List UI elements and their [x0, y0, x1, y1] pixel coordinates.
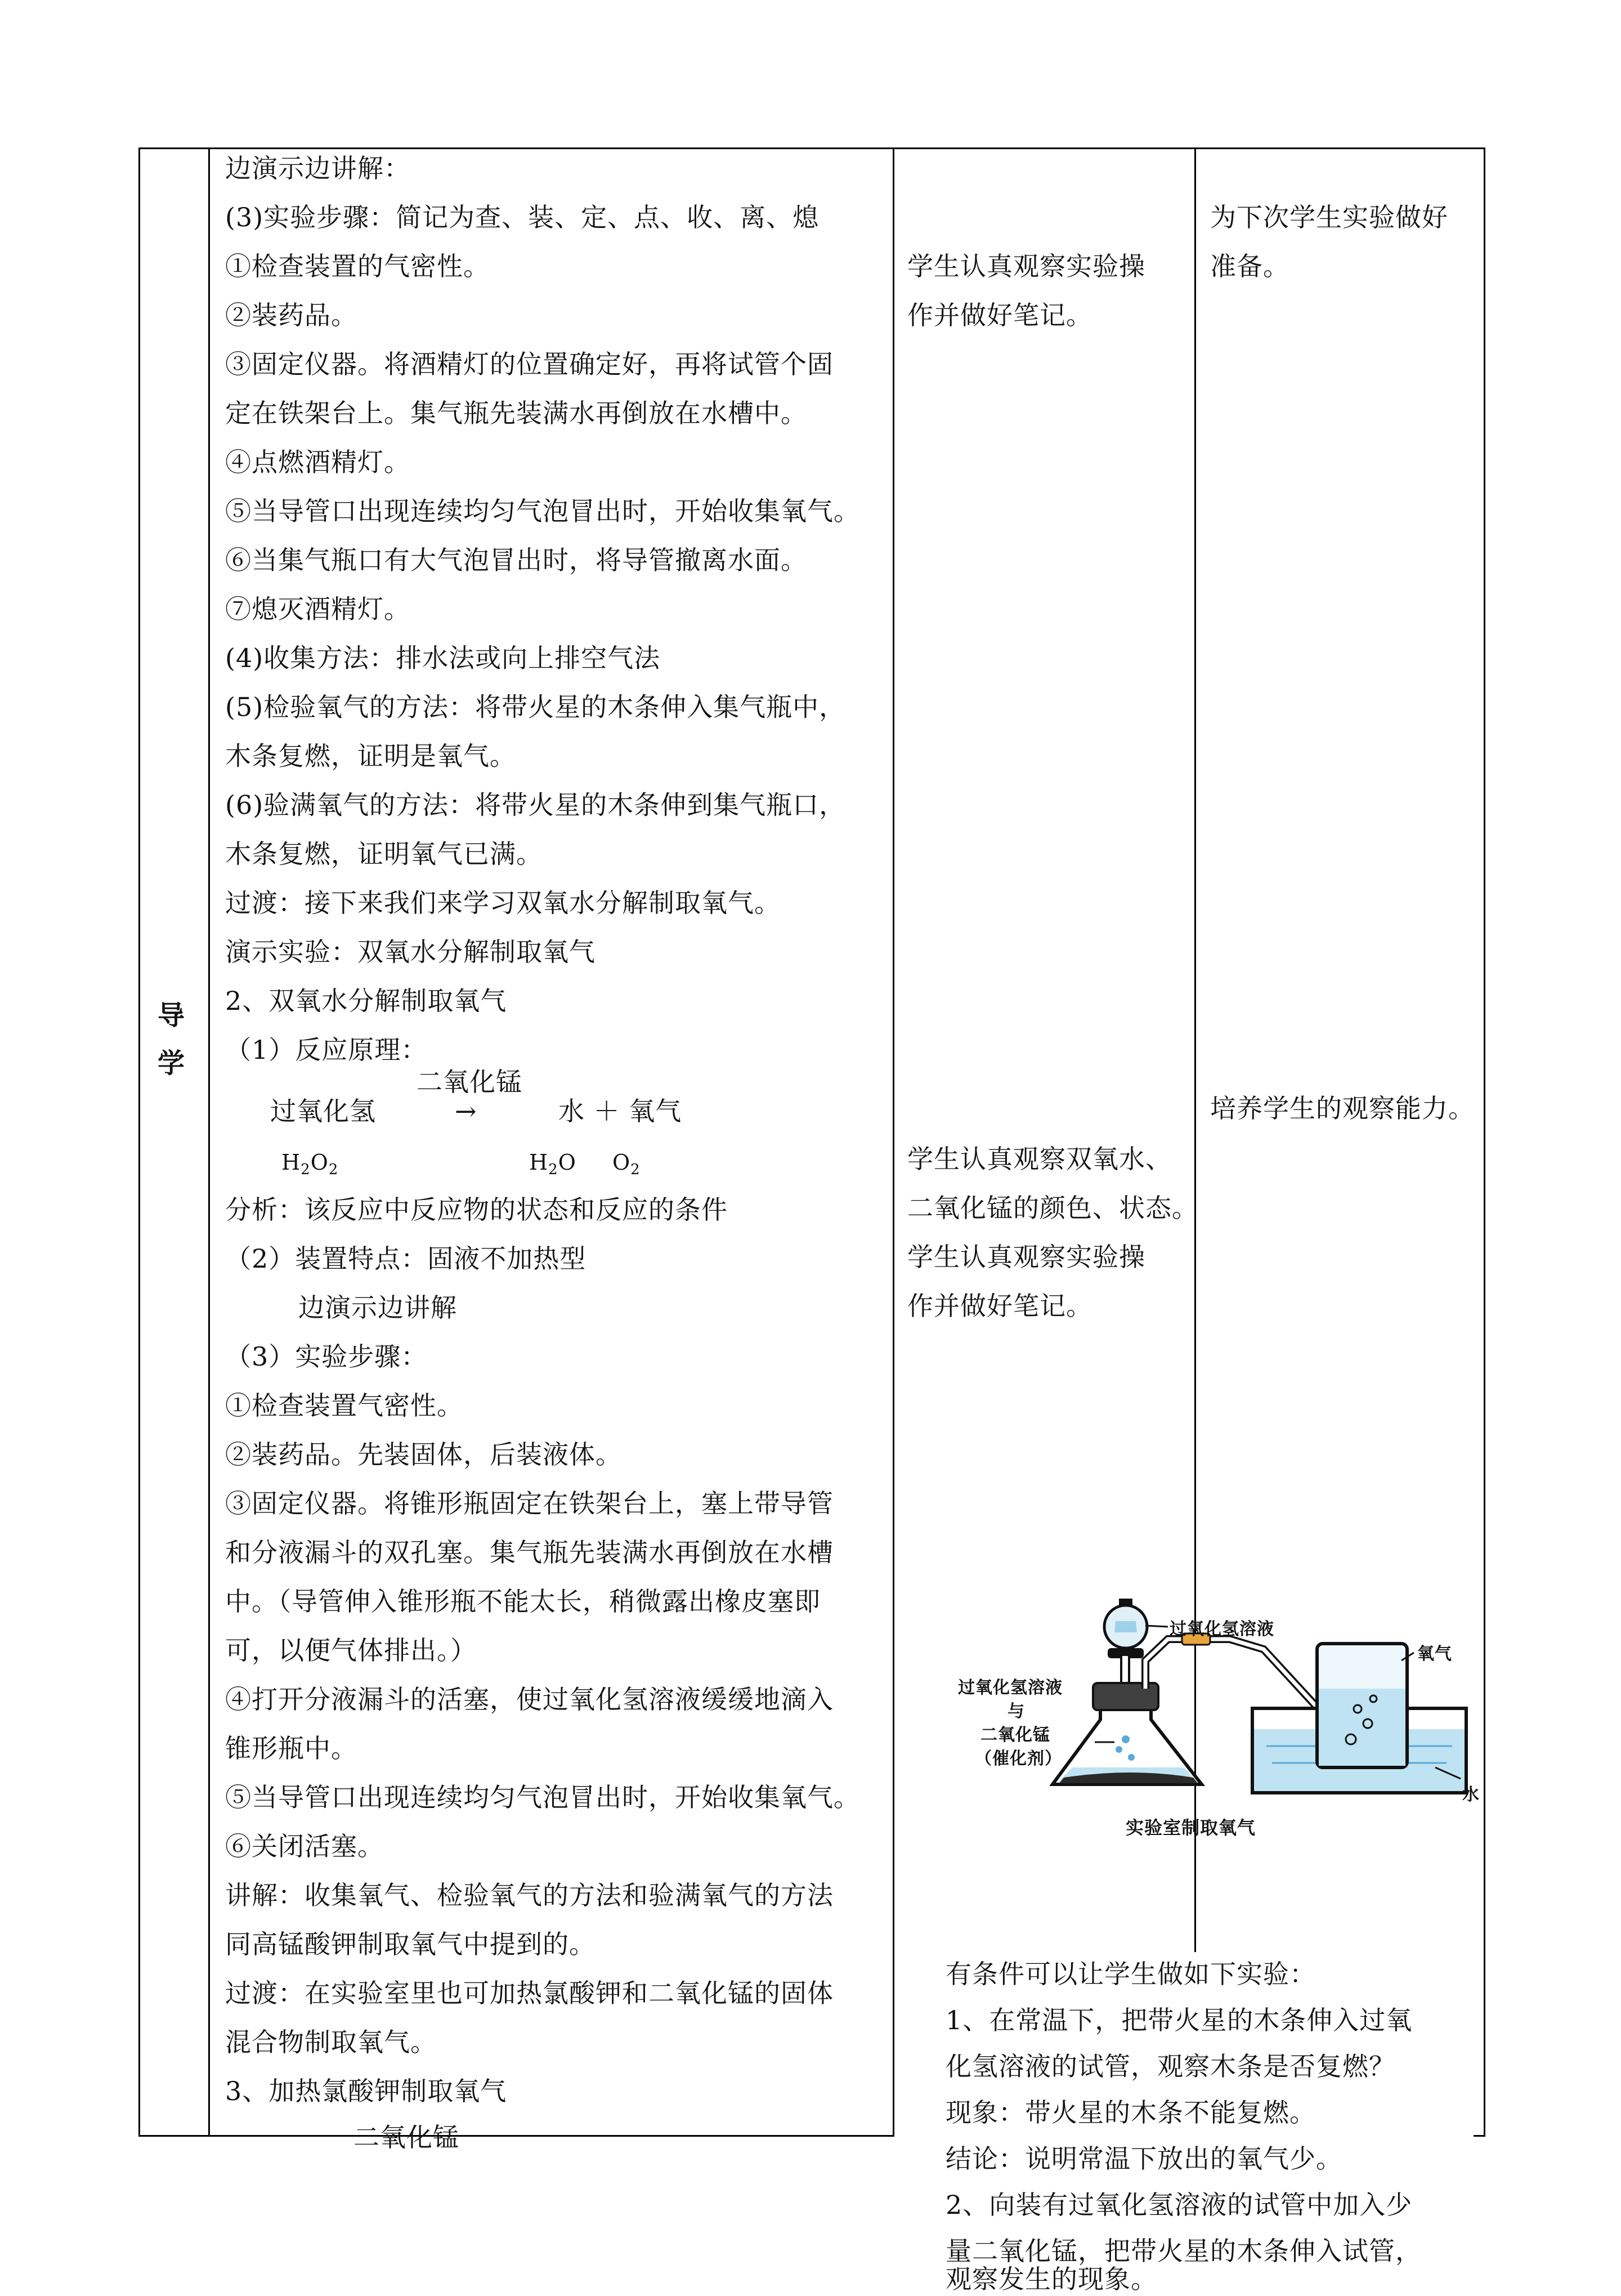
col2-line: ⑤当导管口出现连续均匀气泡冒出时，开始收集氧气。 — [225, 1782, 860, 1812]
table-left-border — [138, 147, 140, 2137]
formula-h2o: $H_2O$ — [529, 1150, 576, 1178]
formula-h2o2: $H_2O_2$ — [281, 1150, 339, 1178]
table-top-border — [138, 147, 1485, 149]
col2-line: （2）装置特点：固液不加热型 — [225, 1243, 586, 1274]
col2-line: 定在铁架台上。集气瓶先装满水再倒放在水槽中。 — [225, 398, 807, 428]
table-bottom-border-right — [1474, 2135, 1485, 2137]
col3-line: 学生认真观察实验操 — [907, 251, 1145, 281]
figure-label-flask: （催化剂） — [975, 1749, 1062, 1769]
col2-line: 可，以便气体排出。） — [225, 1635, 477, 1666]
col2-line: 中。（导管伸入锥形瓶不能太长，稍微露出橡皮塞即 — [225, 1586, 821, 1617]
col2-line: ①检查装置气密性。 — [225, 1390, 463, 1421]
col2-line: ⑦熄灭酒精灯。 — [225, 594, 410, 624]
col2-line: （1）反应原理： — [225, 1035, 428, 1065]
extra-line: 1、在常温下，把带火星的木条伸入过氧 — [946, 2005, 1413, 2035]
col2-line: 分析：该反应中反应物的状态和反应的条件 — [225, 1194, 728, 1225]
figure-label-water: 水 — [1462, 1785, 1480, 1805]
col2-line: 3、加热氯酸钾制取氧气 — [225, 2076, 507, 2106]
formula-o2: $O_2$ — [612, 1150, 641, 1178]
figure-label-oxygen: 氧气 — [1417, 1644, 1452, 1664]
col2-line: 过渡：接下来我们来学习双氧水分解制取氧气。 — [225, 888, 781, 918]
col2-line: 木条复燃，证明是氧气。 — [225, 741, 516, 771]
col3-line: 作并做好笔记。 — [907, 300, 1092, 330]
col2-line: (5)检验氧气的方法：将带火星的木条伸入集气瓶中， — [225, 692, 846, 722]
extra-line: 有条件可以让学生做如下实验： — [946, 1959, 1316, 1989]
col2-line: ③固定仪器。将锥形瓶固定在铁架台上，塞上带导管 — [225, 1488, 834, 1519]
col2-line: (6)验满氧气的方法：将带火星的木条伸到集气瓶口， — [225, 790, 846, 820]
col2-line: 同高锰酸钾制取氧气中提到的。 — [225, 1929, 595, 1959]
extra-line: 结论：说明常温下放出的氧气少。 — [946, 2143, 1342, 2174]
col2-line: 木条复燃，证明氧气已满。 — [225, 839, 543, 869]
col2-line: 2、双氧水分解制取氧气 — [225, 986, 507, 1016]
col2-line: ①检查装置的气密性。 — [225, 251, 490, 281]
reaction-catalyst: 二氧化锰 — [417, 1067, 522, 1097]
col2-line: 讲解：收集氧气、检验氧气的方法和验满氧气的方法 — [225, 1880, 834, 1910]
extra-line: 现象：带火星的木条不能复燃。 — [946, 2097, 1316, 2128]
col2-line: ⑥当集气瓶口有大气泡冒出时，将导管撤离水面。 — [225, 545, 807, 575]
col2-line: ②装药品。先装固体，后装液体。 — [225, 1439, 622, 1470]
table-right-border — [1484, 147, 1485, 2137]
col2-line: ⑥关闭活塞。 — [225, 1831, 384, 1861]
col2-line: (3)实验步骤：简记为查、装、定、点、收、离、熄 — [225, 202, 820, 232]
col-divider-2 — [893, 147, 894, 2137]
col2-line: ④打开分液漏斗的活塞，使过氧化氢溶液缓缓地滴入 — [225, 1684, 834, 1715]
trailing-catalyst: 二氧化锰 — [353, 2122, 459, 2152]
figure-label-flask: 过氧化氢溶液 — [958, 1678, 1063, 1698]
extra-line: 量二氧化锰，把带火星的木条伸入试管， — [946, 2236, 1422, 2266]
col2-line: 过渡：在实验室里也可加热氯酸钾和二氧化锰的固体 — [225, 1978, 834, 2008]
col3-line: 二氧化锰的颜色、状态。 — [907, 1193, 1198, 1223]
table-bottom-border-left — [138, 2135, 893, 2137]
reaction-products: 水 ＋ 氧气 — [558, 1096, 682, 1126]
col2-line: 和分液漏斗的双孔塞。集气瓶先装满水再倒放在水槽 — [225, 1537, 834, 1568]
col4-line: 准备。 — [1210, 251, 1289, 281]
extra-line: 2、向装有过氧化氢溶液的试管中加入少 — [946, 2190, 1413, 2220]
col-divider-1 — [208, 147, 210, 2137]
figure-caption: 实验室制取氧气 — [1126, 1817, 1256, 1838]
col4-line: 为下次学生实验做好 — [1210, 202, 1448, 232]
figure-label-flask: 与 — [1007, 1702, 1025, 1721]
col2-line: ②装药品。 — [225, 300, 357, 330]
col3-line: 学生认真观察实验操 — [907, 1242, 1145, 1272]
col2-line: 边演示边讲解： — [225, 153, 410, 183]
extra-line: 化氢溶液的试管，观察木条是否复燃？ — [946, 2051, 1395, 2082]
col3-line: 学生认真观察双氧水、 — [907, 1144, 1172, 1174]
reaction-reactant: 过氧化氢 — [270, 1096, 376, 1126]
col3-line: 作并做好笔记。 — [907, 1291, 1092, 1321]
col2-line: （3）实验步骤： — [225, 1341, 428, 1372]
col2-line: 混合物制取氧气。 — [225, 2027, 437, 2057]
col4-line: 培养学生的观察能力。 — [1210, 1093, 1475, 1124]
col2-line: ③固定仪器。将酒精灯的位置确定好，再将试管个固 — [225, 349, 834, 379]
side-label-1: 导 — [158, 1000, 185, 1031]
col2-line: (4)收集方法：排水法或向上排空气法 — [225, 643, 661, 673]
figure-label-flask: 二氧化锰 — [980, 1725, 1050, 1745]
col2-line: ⑤当导管口出现连续均匀气泡冒出时，开始收集氧气。 — [225, 496, 860, 526]
col2-line: 演示实验：双氧水分解制取氧气 — [225, 937, 595, 967]
col2-line: 边演示边讲解 — [298, 1292, 457, 1323]
side-label-2: 学 — [158, 1048, 185, 1079]
extra-line: 观察发生的现象。 — [946, 2264, 1157, 2294]
col2-line: 锥形瓶中。 — [225, 1733, 357, 1764]
reaction-arrow: → — [455, 1096, 477, 1126]
figure-label-funnel: 过氧化氢溶液 — [1170, 1619, 1274, 1639]
col2-line: ④点燃酒精灯。 — [225, 447, 410, 477]
